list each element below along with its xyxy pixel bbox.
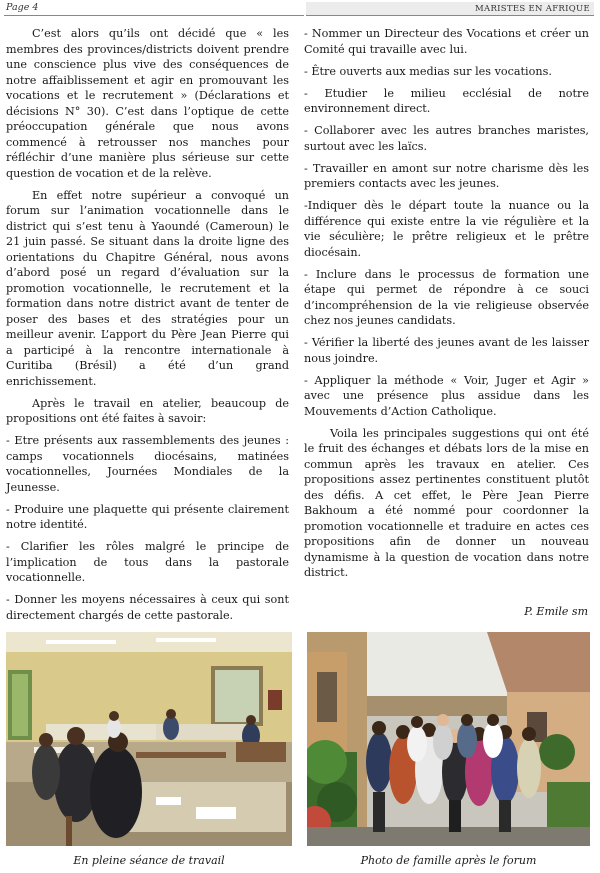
proposal-item: - Appliquer la méthode « Voir, Juger et Agir » avec une présence plus assidue dans les Mouvements d’Action Catholique. xyxy=(304,373,589,418)
meeting-photo xyxy=(6,632,292,846)
proposal-item: -Indiquer dès le départ toute la nuance ou la différence qui existe entre la vie régulière et la vie séculière; le prêtre religieux et le prêtre diocésain. xyxy=(304,199,589,259)
group-photo xyxy=(307,632,590,846)
proposal-item: - Donner les moyens nécessaires à ceux qui sont directement chargés de cette pastorale. xyxy=(6,593,289,622)
left-column xyxy=(6,26,289,630)
proposal-item: - Travailler en amont sur notre charisme dès les premiers contacts avec les jeunes. xyxy=(304,161,589,190)
paragraph: C’est alors qu’ils ont décidé que « les membres des provinces/districts doivent prendre une conscience plus vive des conséquences de notre affaiblissement et agir en promouvant les vocations et le recrutement » (Déclarations et décisions N° 30). C’est dans l’optique de cette préoccupation générale que nous avons commencé à retrousser nos manches pour réfléchir d’une manière plus sérieuse sur cette question de vocation et de la relève. xyxy=(6,27,289,180)
meeting-photo-caption: En pleine séance de travail xyxy=(73,854,225,867)
paragraph: En effet notre supérieur a convoqué un forum sur l’animation vocationnelle dans le district qui s’est tenu à Yaoundé (Cameroun) le 21 juin passé. Se situant dans la droite ligne des orientations du Chapitre Général, nous avons d’abord posé un regard d’évaluation sur la promotion vocationnelle, le recrutement et la formation dans notre district avant de tenter de poser des bases et des stratégies pour un meilleur avenir. L’apport du Père Jean Pierre qui a participé à la rencontre internationale à Curitiba (Brésil) a été d’un grand enrichissement. xyxy=(6,188,289,388)
proposal-item: - Vérifier la liberté des jeunes avant de les laisser nous joindre. xyxy=(304,336,589,365)
paragraph: Voila les principales suggestions qui ont été le fruit des échanges et débats lors de la mise en commun après les travaux en atelier. Ces propositions assez pertinentes constituent plutôt des défis. A cet effet, le Père Jean Pierre Bakhoum a été nommé pour coordonner la promotion vocationnelle et traduire en actes ces propositions afin de donner un nouveau dynamisme à la question de vocation dans notre district. xyxy=(304,426,589,579)
proposal-item: - Inclure dans le processus de formation une étape qui permet de répondre à ce souci d’incompréhension de la vie religieuse observée chez nos jeunes candidats. xyxy=(304,267,589,327)
page-number: Page 4 xyxy=(4,2,304,16)
paragraph: Après le travail en atelier, beaucoup de propositions ont été faites à savoir: xyxy=(6,396,289,425)
right-column xyxy=(304,26,589,587)
proposal-item: - Etre présents aux rassemblements des jeunes : camps vocationnels diocésains, matinées vocationnelles, Journées Mondiales de la Jeunesse. xyxy=(6,434,289,494)
proposal-item: - Etudier le milieu ecclésial de notre environnement direct. xyxy=(304,86,589,115)
proposal-item: - Être ouverts aux medias sur les vocations. xyxy=(304,64,552,78)
proposal-item: - Nommer un Directeur des Vocations et créer un Comité qui travaille avec lui. xyxy=(304,27,589,56)
proposal-item: - Produire une plaquette qui présente clairement notre identité. xyxy=(6,502,289,531)
group-photo-caption: Photo de famille après le forum xyxy=(360,854,537,867)
proposal-item: - Collaborer avec les autres branches maristes, surtout avec les laïcs. xyxy=(304,124,589,153)
publication-title: MARISTES EN AFRIQUE xyxy=(306,2,594,16)
proposal-item: - Clarifier les rôles malgré le principe de l’implication de tous dans la pastorale vocationnelle. xyxy=(6,540,289,584)
author-signature: P. Emile sm xyxy=(524,605,588,618)
